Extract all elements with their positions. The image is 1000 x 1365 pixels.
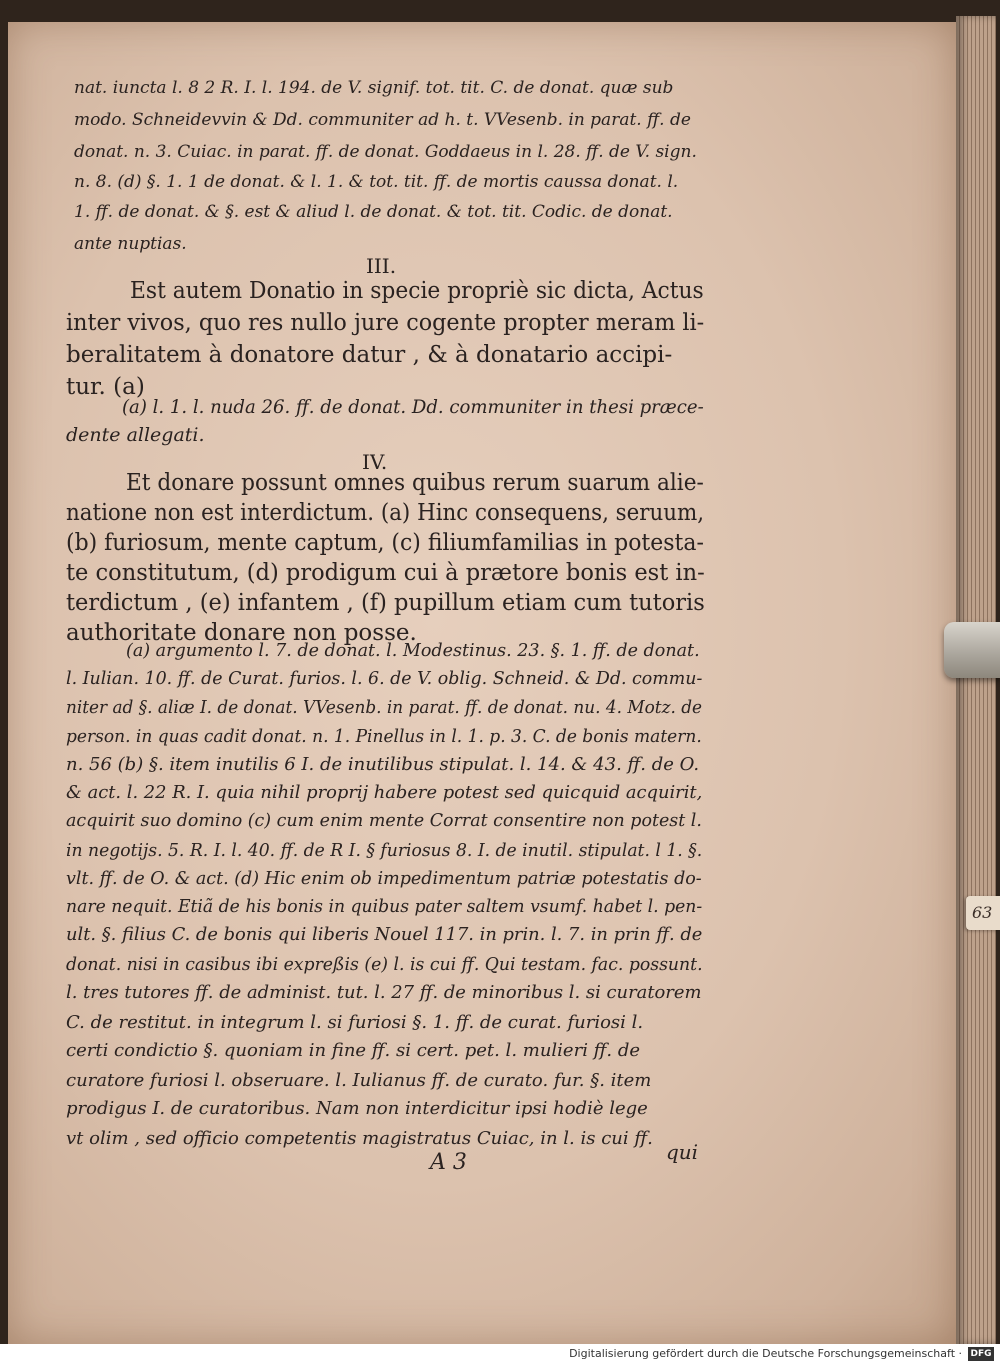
footnote-line: vt olim , sed officio competentis magistratus Cuiac, in l. is cui ff. [66,1128,653,1149]
footnote-line: curatore furiosi l. obseruare. l. Iulianus ff. de curato. fur. §. item [66,1070,652,1091]
margin-page-note: 63 [966,896,1000,930]
body-line: natione non est interdictum. (a) Hinc consequens, seruum, [66,500,705,526]
footer-credit: Digitalisierung gefördert durch die Deutsche Forschungsgemeinschaft · [569,1347,962,1360]
footnote-line: person. in quas cadit donat. n. 1. Pinellus in l. 1. p. 3. C. de bonis matern. [66,726,702,747]
footnote-line: prodigus I. de curatoribus. Nam non interdicitur ipsi hodiè lege [66,1098,648,1119]
footnote-line: certi condictio §. quoniam in fine ff. si cert. pet. l. mulieri ff. de [66,1040,641,1061]
body-line: terdictum , (e) infantem , (f) pupillum etiam cum tutoris [66,590,705,616]
body-line: authoritate donare non posse. [66,620,417,646]
footnote-line: ante nuptias. [74,234,187,254]
footnote-line: modo. Schneidevvin & Dd. communiter ad h. t. VVesenb. in parat. ff. de [74,110,691,130]
footnote-line: n. 8. (d) §. 1. 1 de donat. & l. 1. & tot. tit. ff. de mortis caussa donat. l. [74,172,679,192]
footnote-line: ult. §. filius C. de bonis qui liberis Nouel 117. in prin. l. 7. in prin ff. de [66,924,703,945]
footnote-line: C. de restitut. in integrum l. si furiosi §. 1. ff. de curat. furiosi l. [66,1012,644,1033]
footnote-line: 1. ff. de donat. & §. est & aliud l. de donat. & tot. tit. Codic. de donat. [74,202,673,222]
footnote-line: donat. n. 3. Cuiac. in parat. ff. de donat. Goddaeus in l. 28. ff. de V. sign. [74,142,697,162]
body-line: te constitutum, (d) prodigum cui à prætore bonis est in- [66,560,705,586]
footnote-line: & act. l. 22 R. I. quia nihil proprij habere potest sed quicquid acquirit, [66,782,703,803]
footnote-line: acquirit suo domino (c) cum enim mente Corrat consentire non potest l. [66,810,702,831]
footnote-line: (a) l. 1. l. nuda 26. ff. de donat. Dd. communiter in thesi præce- [122,396,704,418]
footnote-line: donat. nisi in casibus ibi expreßis (e) l. is cui ff. Qui testam. fac. possunt. [66,954,703,975]
body-line: (b) furiosum, mente captum, (c) filiumfamilias in potesta- [66,530,704,556]
footnote-line: nat. iuncta l. 8 2 R. I. l. 194. de V. signif. tot. tit. C. de donat. quæ sub [74,78,674,98]
footnote-line: l. Iulian. 10. ff. de Curat. furios. l. 6. de V. oblig. Schneid. & Dd. commu- [66,668,703,689]
footnote-line: vlt. ff. de O. & act. (d) Hic enim ob impedimentum patriæ potestatis do- [66,868,702,889]
section-heading: IV. [362,450,388,474]
signature-mark: A 3 [430,1150,467,1175]
footnote-line: in negotijs. 5. R. I. l. 40. ff. de R I. § furiosus 8. I. de inutil. stipulat. l 1. §. [66,840,703,861]
catchword: qui [666,1140,699,1164]
footer-bar [0,1344,1000,1365]
dfg-logo: DFG [968,1347,994,1361]
footnote-line: dente allegati. [66,424,205,446]
footnote-line: n. 56 (b) §. item inutilis 6 I. de inutilibus stipulat. l. 14. & 43. ff. de O. [66,754,700,775]
footnote-line: (a) argumento l. 7. de donat. l. Modestinus. 23. §. 1. ff. de donat. [126,640,700,661]
body-line: Et donare possunt omnes quibus rerum suarum alie- [126,470,704,496]
footnote-line: niter ad §. aliæ I. de donat. VVesenb. in parat. ff. de donat. nu. 4. Motz. de [66,697,703,718]
body-line: tur. (a) [66,374,145,400]
body-line: Est autem Donatio in specie propriè sic dicta, Actus [130,278,704,304]
body-line: inter vivos, quo res nullo jure cogente propter meram li- [66,310,705,336]
footnote-line: nare nequit. Etiã de his bonis in quibus pater saltem vsumf. habet l. pen- [66,896,703,917]
footnote-line: l. tres tutores ff. de administ. tut. l. 27 ff. de minoribus l. si curatorem [66,982,702,1003]
body-line: beralitatem à donatore datur , & à donatario accipi- [66,342,673,368]
section-heading: III. [366,254,397,278]
